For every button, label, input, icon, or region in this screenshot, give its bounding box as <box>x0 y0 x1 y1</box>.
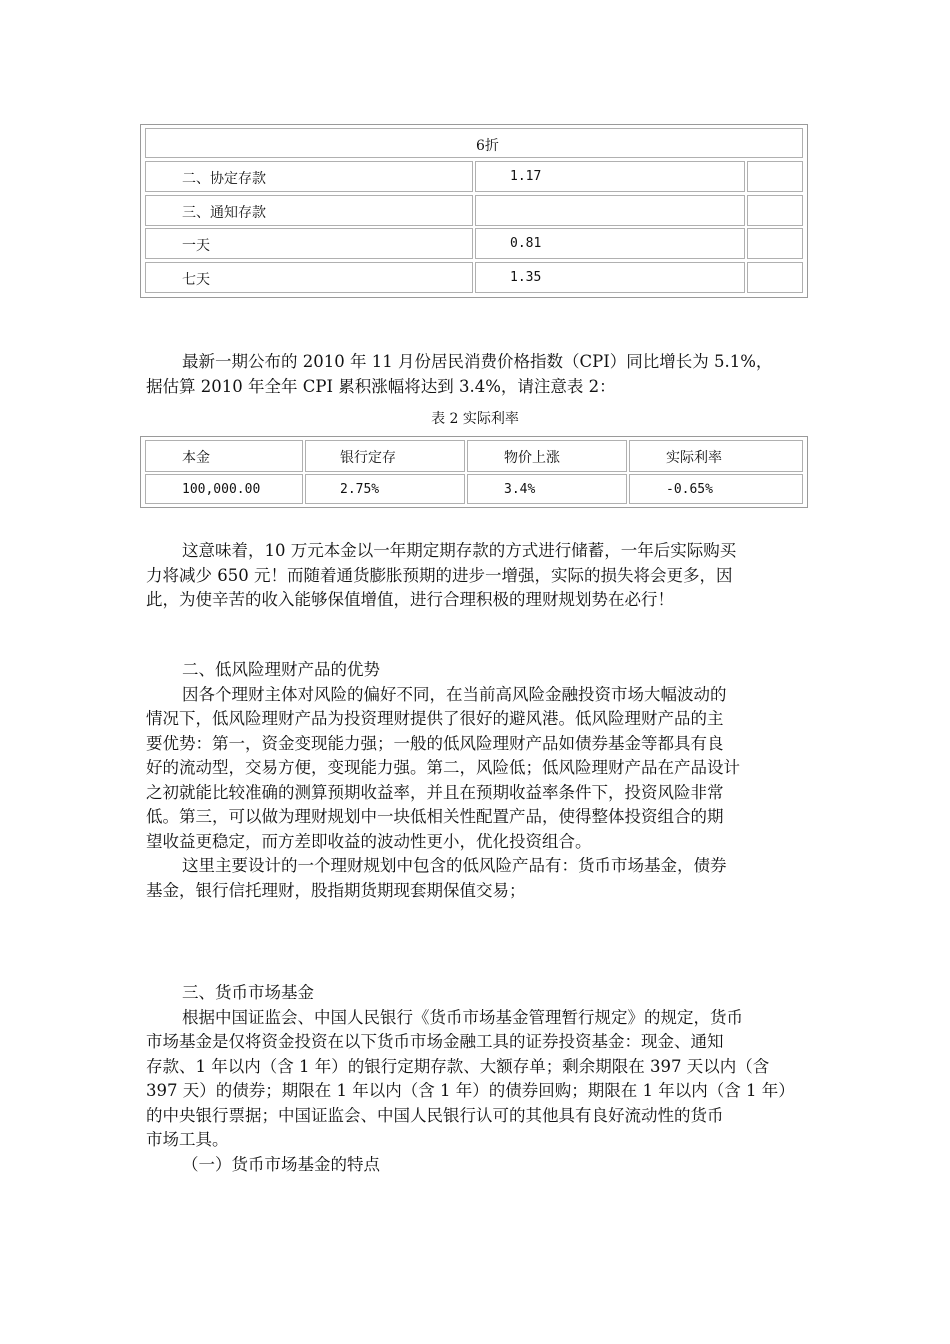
table2-header-cell <box>305 440 465 472</box>
section3-p1-line: 市场工具。 <box>146 1130 229 1149</box>
table1-row3-label: 一天 <box>182 238 210 254</box>
cpi-intro-line-2: 据估算 2010 年全年 CPI 累积涨幅将达到 3.4%，请注意表 2： <box>146 376 616 396</box>
table2-value-inflation: 3.4% <box>504 482 536 497</box>
section2-p1-line: 要优势：第一，资金变现能力强；一般的低风险理财产品如债券基金等都具有良 <box>146 733 724 753</box>
section3-p1-line: 根据中国证监会、中国人民银行《货币市场基金管理暂行规定》的规定，货币 <box>182 1007 743 1027</box>
table2-data-cell <box>467 474 627 504</box>
section2-p1-line: 之初就能比较准确的测算预期收益率，并且在预期收益率条件下，投资风险非常 <box>146 782 724 802</box>
section3 <box>146 981 806 1177</box>
section3-p1-line: 市场基金是仅将资金投资在以下货币市场金融工具的证券投资基金：现金、通知 <box>146 1032 724 1051</box>
section3-p1-line: 的中央银行票据；中国证监会、中国人民银行认可的其他具有良好流动性的货币 <box>146 1105 724 1125</box>
table1-row4-label: 七天 <box>182 272 210 288</box>
section2-p1-line: 情况下，低风险理财产品为投资理财提供了很好的避风港。低风险理财产品的主 <box>146 709 724 728</box>
table1-row1-value: 1.17 <box>510 169 542 184</box>
table2-header-cell <box>467 440 627 472</box>
table2-data-cell <box>629 474 803 504</box>
cpi-intro-paragraph <box>146 350 806 399</box>
section3-subheading: （一）货币市场基金的特点 <box>182 1154 380 1174</box>
table2-header-cell <box>145 440 303 472</box>
table2-value-real-rate: -0.65% <box>666 482 713 497</box>
table1-row1-value-cell <box>475 161 745 192</box>
meaning-line-1: 这意味着，10 万元本金以一年期定期存款的方式进行储蓄，一年后实际购买 <box>182 541 737 560</box>
table2-header-principal: 本金 <box>182 450 210 466</box>
table1-row3-value: 0.81 <box>510 236 542 251</box>
table2-value-principal: 100,000.00 <box>182 482 261 497</box>
real-interest-table <box>140 436 808 508</box>
table1-row4-value-cell <box>475 262 745 293</box>
table1-row3-label-cell <box>145 228 473 259</box>
table2-value-deposit: 2.75% <box>340 482 380 497</box>
cpi-intro-line-1: 最新一期公布的 2010 年 11 月份居民消费价格指数（CPI）同比增长为 5.1%， <box>182 352 773 371</box>
section2 <box>146 658 806 903</box>
table1-row2-value-cell <box>475 195 745 226</box>
deposit-rate-table <box>140 124 808 298</box>
table2-header-inflation: 物价上涨 <box>504 450 560 466</box>
meaning-line-3: 此，为使辛苦的收入能够保值增值，进行合理积极的理财规划势在必行！ <box>146 590 674 609</box>
table1-row2-label: 三、通知存款 <box>182 205 266 221</box>
meaning-line-2: 力将减少 650 元！而随着通货膨胀预期的进步一增强，实际的损失将会更多，因 <box>146 565 733 585</box>
table1-row2-extra-cell <box>747 195 803 226</box>
section3-heading: 三、货币市场基金 <box>182 983 314 1002</box>
section2-heading: 二、低风险理财产品的优势 <box>182 660 380 679</box>
table2-caption: 表 2 实际利率 <box>431 411 519 427</box>
table1-row3-extra-cell <box>747 228 803 259</box>
table1-row1-extra-cell <box>747 161 803 192</box>
table1-row4-label-cell <box>145 262 473 293</box>
section2-p2-line: 基金，银行信托理财，股指期货期现套期保值交易； <box>146 880 526 900</box>
table2-data-cell <box>145 474 303 504</box>
section2-p1-line: 好的流动型，交易方便，变现能力强。第二，风险低；低风险理财产品在产品设计 <box>146 758 740 777</box>
table1-row3-value-cell <box>475 228 745 259</box>
section3-p1-line: 397 天）的债券；期限在 1 年以内（含 1 年）的债券回购；期限在 1 年以内（含 1 年） <box>146 1081 795 1100</box>
section2-p1-line: 望收益更稳定，而方差即收益的波动性更小，优化投资组合。 <box>146 831 592 851</box>
section2-p1-line: 因各个理财主体对风险的偏好不同，在当前高风险金融投资市场大幅波动的 <box>182 684 727 704</box>
table1-header-cell <box>145 128 803 158</box>
table1-header-text: 6折 <box>476 138 499 154</box>
table1-row1-label: 二、协定存款 <box>182 171 266 187</box>
section2-p1-line: 低。第三，可以做为理财规划中一块低相关性配置产品，使得整体投资组合的期 <box>146 807 724 826</box>
section2-p2-line: 这里主要设计的一个理财规划中包含的低风险产品有：货币市场基金，债券 <box>182 856 727 875</box>
section3-p1-line: 存款、1 年以内（含 1 年）的银行定期存款、大额存单；剩余期限在 397 天以内（含 <box>146 1056 770 1076</box>
table2-header-deposit: 银行定存 <box>340 450 396 466</box>
table2-header-cell <box>629 440 803 472</box>
table2-header-real-rate: 实际利率 <box>666 450 722 466</box>
meaning-paragraph <box>146 539 806 613</box>
table1-row4-value: 1.35 <box>510 270 542 285</box>
table1-row1-label-cell <box>145 161 473 192</box>
table1-row4-extra-cell <box>747 262 803 293</box>
table2-data-cell <box>305 474 465 504</box>
table1-row2-label-cell <box>145 195 473 226</box>
